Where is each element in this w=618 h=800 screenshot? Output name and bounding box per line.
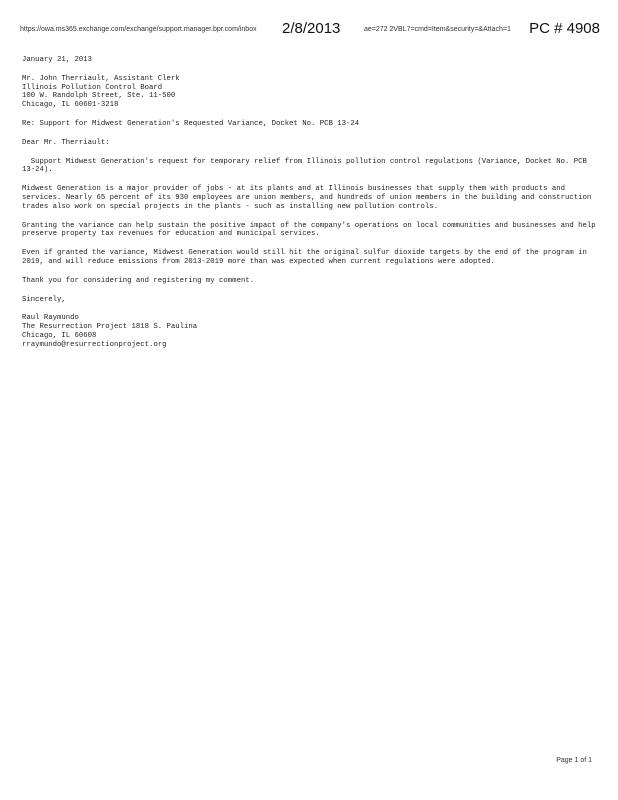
header-url-params: ae=272 2VBL7=cmd=Item&security=&Attach=1 <box>364 26 511 33</box>
signature-block <box>22 314 597 349</box>
header-url: https://owa.ms365.exchange.com/exchange/support.manager.bpr.com/inbox <box>20 26 257 33</box>
signature-name: Raul Raymundo <box>22 314 79 323</box>
signature-email: rraymundo@resurrectionproject.org <box>22 340 167 349</box>
header-date: 2/8/2013 <box>282 20 341 37</box>
paragraph-3: Granting the variance can help sustain the positive impact of the company's operations on local communities and businesses and help preserve property tax revenues for education and municipal services. <box>22 221 596 239</box>
recipient-block <box>22 75 597 110</box>
recipient-street: 100 W. Randolph Street, Ste. 11-500 <box>22 92 176 101</box>
closing: Sincerely, <box>22 295 66 304</box>
signature-organization: The Resurrection Project 1818 S. Paulina <box>22 323 198 332</box>
recipient-organization: Illinois Pollution Control Board <box>22 83 163 92</box>
paragraph-2: Midwest Generation is a major provider of jobs - at its plants and at Illinois businesses that supply them with products and services. Nearly 65 percent of its 930 employees are union members, and hundreds of union members in the building and construction trades also work on special projects in the plants - such as installing new pollution controls. <box>22 185 592 211</box>
salutation: Dear Mr. Therriault: <box>22 138 110 147</box>
recipient-name: Mr. John Therriault, Assistant Clerk <box>22 74 180 83</box>
letter-date: January 21, 2013 <box>22 56 93 64</box>
paragraph-5: Thank you for considering and registering my comment. <box>22 276 255 285</box>
public-comment-number: PC # 4908 <box>529 20 600 37</box>
signature-city: Chicago, IL 60608 <box>22 331 97 340</box>
recipient-city: Chicago, IL 60601-3218 <box>22 101 119 110</box>
page-footer <box>556 757 592 764</box>
subject-line: Re: Support for Midwest Generation's Requested Variance, Docket No. PCB 13-24 <box>22 119 360 128</box>
page-header <box>20 20 600 42</box>
letter-body <box>22 56 597 350</box>
paragraph-1: Support Midwest Generation's request for temporary relief from Illinois pollution control regulations (Variance, Docket No. PCB 13-24). <box>22 157 592 175</box>
page-number: Page 1 of 1 <box>556 757 592 764</box>
paragraph-4: Even if granted the variance, Midwest Generation would still hit the original sulfur dioxide targets by the end of the program in 2019, and will reduce emissions from 2013-2019 more than was expected when current regulations were adopted. <box>22 249 587 266</box>
